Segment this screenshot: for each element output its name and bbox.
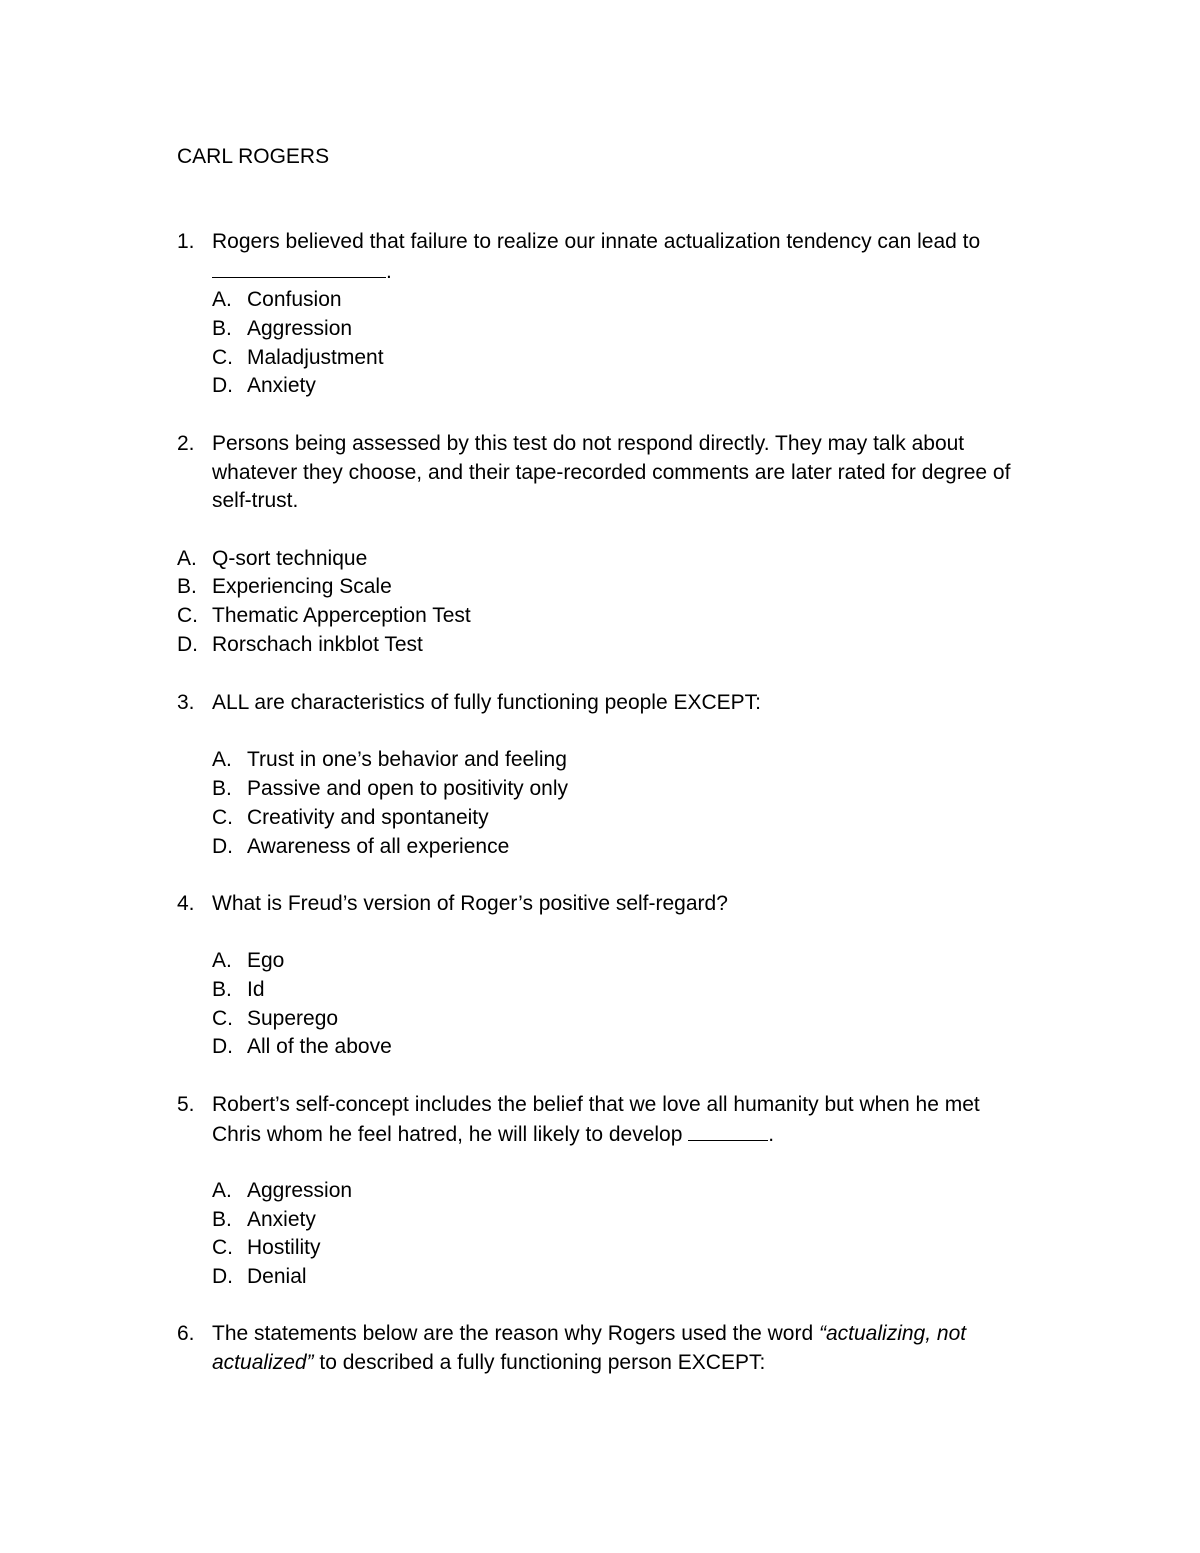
option-letter: A.: [212, 288, 232, 311]
question-text: [212, 1320, 966, 1348]
option-letter: B.: [177, 575, 197, 598]
option-letter: B.: [212, 1208, 232, 1231]
option-text: Awareness of all experience: [247, 835, 510, 858]
question-text-end: .: [386, 260, 392, 283]
answer-blank: [212, 257, 386, 278]
option-text: Aggression: [247, 317, 353, 340]
option-text: Creativity and spontaneity: [247, 806, 489, 829]
question-text-blank-line: [212, 257, 392, 286]
option-text: Passive and open to positivity only: [247, 777, 569, 800]
option-text: Aggression: [247, 1179, 353, 1202]
option-letter: A.: [212, 949, 232, 972]
option-text: Maladjustment: [247, 346, 384, 369]
option-letter: D.: [177, 633, 198, 656]
question-number: 2.: [177, 432, 195, 455]
option-text: Denial: [247, 1265, 307, 1288]
question-number: 1.: [177, 230, 195, 253]
question-text: ALL are characteristics of fully functioning people EXCEPT:: [212, 691, 762, 714]
page-title: CARL ROGERS: [177, 145, 330, 168]
option-text: Superego: [247, 1007, 339, 1030]
question-number: 4.: [177, 892, 195, 915]
question-text-part: The statements below are the reason why Rogers used the word: [212, 1322, 819, 1345]
question-number: 6.: [177, 1322, 195, 1345]
question-text-end: .: [768, 1123, 775, 1146]
option-text: Id: [247, 978, 265, 1001]
option-letter: A.: [212, 748, 232, 771]
option-text: Anxiety: [247, 1208, 316, 1231]
option-letter: C.: [212, 1236, 233, 1259]
option-letter: B.: [212, 978, 232, 1001]
question-text: whatever they choose, and their tape-recorded comments are later rated for degree of: [212, 461, 1011, 484]
option-letter: B.: [212, 317, 232, 340]
question-text-italic: “actualizing, not: [819, 1322, 967, 1345]
option-text: Experiencing Scale: [212, 575, 392, 598]
option-text: Thematic Apperception Test: [212, 604, 471, 627]
option-letter: C.: [177, 604, 198, 627]
question-text: Chris whom he feel hatred, he will likely to develop: [212, 1123, 683, 1146]
question-number: 5.: [177, 1093, 195, 1116]
question-text: What is Freud’s version of Roger’s positive self-regard?: [212, 892, 728, 915]
option-letter: B.: [212, 777, 232, 800]
option-text: Hostility: [247, 1236, 321, 1259]
option-letter: A.: [177, 547, 197, 570]
option-text: All of the above: [247, 1035, 392, 1058]
question-number: 3.: [177, 691, 195, 714]
option-text: Q-sort technique: [212, 547, 368, 570]
option-letter: C.: [212, 346, 233, 369]
question-text-part: to described a fully functioning person EXCEPT:: [313, 1351, 766, 1374]
option-letter: D.: [212, 1035, 233, 1058]
question-text-blank-line: [212, 1120, 774, 1149]
option-text: Anxiety: [247, 374, 316, 397]
question-text-italic: actualized”: [212, 1351, 314, 1374]
option-letter: C.: [212, 806, 233, 829]
option-text: Trust in one’s behavior and feeling: [247, 748, 567, 771]
question-text: self-trust.: [212, 489, 299, 512]
option-letter: C.: [212, 1007, 233, 1030]
answer-blank: [688, 1120, 768, 1141]
question-text: Robert’s self-concept includes the belief that we love all humanity but when he met: [212, 1093, 980, 1116]
option-letter: D.: [212, 835, 233, 858]
question-text: Rogers believed that failure to realize our innate actualization tendency can lead to: [212, 230, 981, 253]
option-letter: D.: [212, 1265, 233, 1288]
question-text: Persons being assessed by this test do not respond directly. They may talk about: [212, 432, 965, 455]
option-letter: A.: [212, 1179, 232, 1202]
question-text: [212, 1349, 765, 1377]
option-text: Confusion: [247, 288, 342, 311]
option-letter: D.: [212, 374, 233, 397]
option-text: Rorschach inkblot Test: [212, 633, 423, 656]
option-text: Ego: [247, 949, 285, 972]
